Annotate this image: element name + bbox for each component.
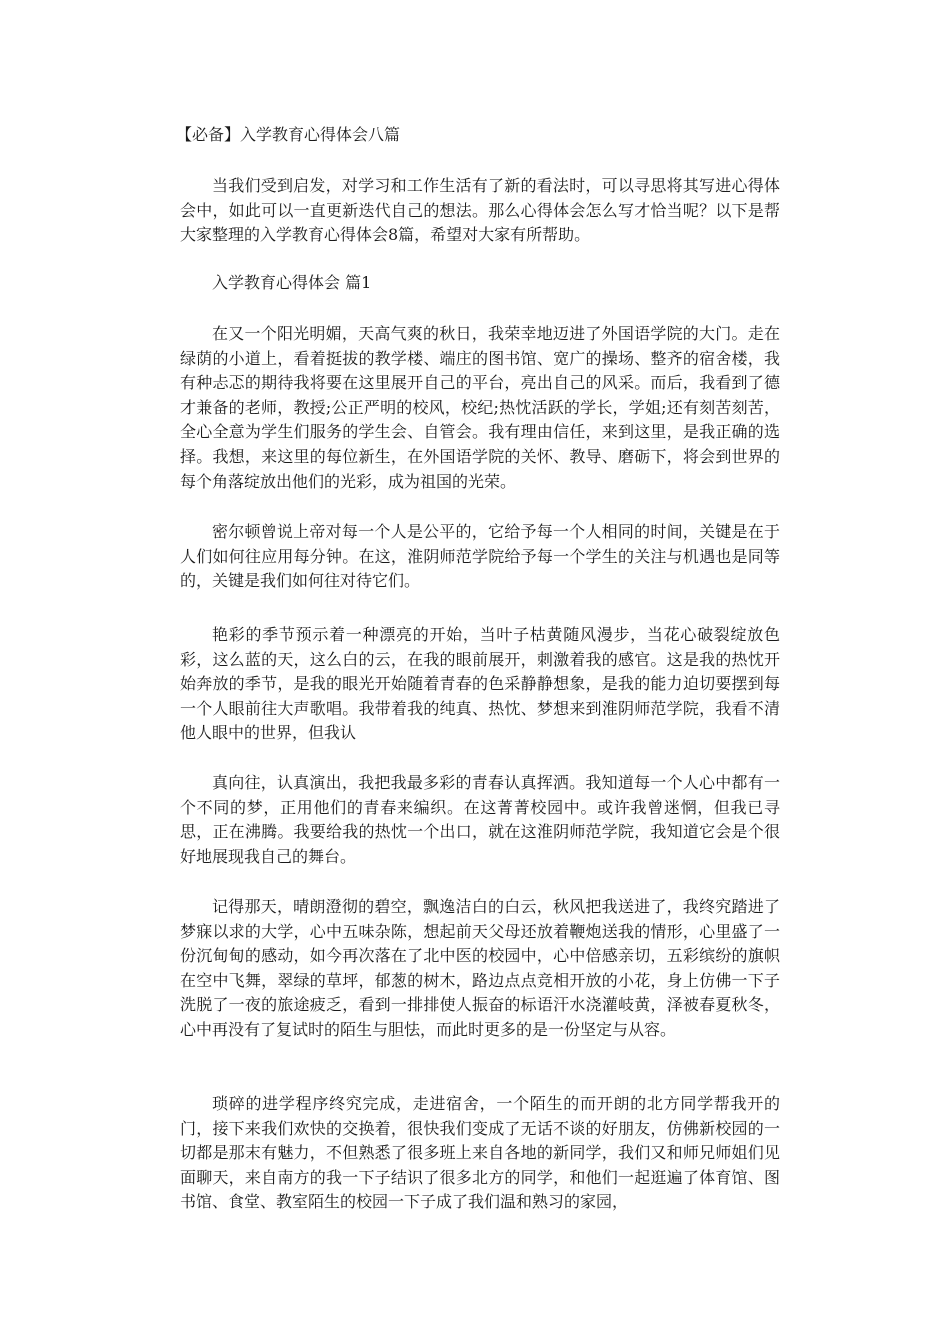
body-paragraph-5: 记得那天，晴朗澄彻的碧空，飘逸洁白的白云，秋风把我送进了，我终究踏进了梦寐以求的大学，心中五味杂陈，想起前天父母还放着鞭炮送我的情形，心里盛了一份沉甸甸的感动，如今再次落在了北中医的校园中，心中倍感亲切，五彩缤纷的旗帜在空中飞舞，翠绿的草坪，郁葱的树木，路边点点竞相开放的小花，身上仿佛一下子洗脱了一夜的旅途疲乏，看到一排排使人振奋的标语汗水浇灌岐黄，泽被春夏秋冬，心中再没有了复试时的陌生与胆怯，而此时更多的是一份坚定与从容。 (180, 897, 780, 1039)
intro-paragraph: 当我们受到启发，对学习和工作生活有了新的看法时，可以寻思将其写进心得体会中，如此可以一直更新迭代自己的想法。那么心得体会怎么写才恰当呢？以下是帮大家整理的入学教育心得体会8篇，希望对大家有所帮助。 (180, 176, 780, 245)
body-paragraph-4: 真向往，认真演出，我把我最多彩的青春认真挥洒。我知道每一个人心中都有一个不同的梦，正用他们的青春来编织。在这菁菁校园中。或许我曾迷惘，但我已寻思，正在沸腾。我要给我的热忱一个出口，就在这淮阴师范学院，我知道它会是个很好地展现我自己的舞台。 (180, 773, 780, 866)
body-paragraph-3: 艳彩的季节预示着一种漂亮的开始，当叶子枯黄随风漫步，当花心破裂绽放色彩，这么蓝的天，这么白的云，在我的眼前展开，刺激着我的感官。这是我的热忱开始奔放的季节，是我的眼光开始随着青春的色采静静想象，是我的能力迫切要摆到每一个人眼前往大声歌唱。我带着我的纯真、热忱、梦想来到淮阴师范学院，我看不清他人眼中的世界，但我认 (180, 625, 780, 743)
body-paragraph-6: 琐碎的进学程序终究完成，走进宿舍，一个陌生的而开朗的北方同学帮我开的门，接下来我们欢快的交换着，很快我们变成了无话不谈的好朋友，仿佛新校园的一切都是那末有魅力，不但熟悉了很多班上来自各地的新同学，我们又和师兄师姐们见面聊天，来自南方的我一下子结识了很多北方的同学，和他们一起逛遍了体育馆、图书馆、食堂、教室陌生的校园一下子成了我们温和熟习的家园， (180, 1094, 780, 1212)
body-paragraph-2: 密尔顿曾说上帝对每一个人是公平的，它给予每一个人相同的时间，关键是在于人们如何往应用每分钟。在这，淮阴师范学院给予每一个学生的关注与机遇也是同等的，关键是我们如何往对待它们。 (180, 522, 780, 591)
document-title: 【必备】入学教育心得体会八篇 (176, 125, 401, 144)
section-heading: 入学教育心得体会 篇1 (212, 273, 372, 292)
body-paragraph-1: 在又一个阳光明媚，天高气爽的秋日，我荣幸地迈进了外国语学院的大门。走在绿荫的小道上，看着挺拔的教学楼、端庄的图书馆、宽广的操场、整齐的宿舍楼，我有种忐忑的期待我将要在这里展开自己的平台，亮出自己的风采。而后，我看到了德才兼备的老师，教授;公正严明的校风，校纪;热忱活跃的学长，学姐;还有刻苦刻苦，全心全意为学生们服务的学生会、自管会。我有理由信任，来到这里，是我正确的选择。我想，来这里的每位新生，在外国语学院的关怀、教导、磨砺下，将会到世界的每个角落绽放出他们的光彩，成为祖国的光荣。 (180, 324, 780, 491)
